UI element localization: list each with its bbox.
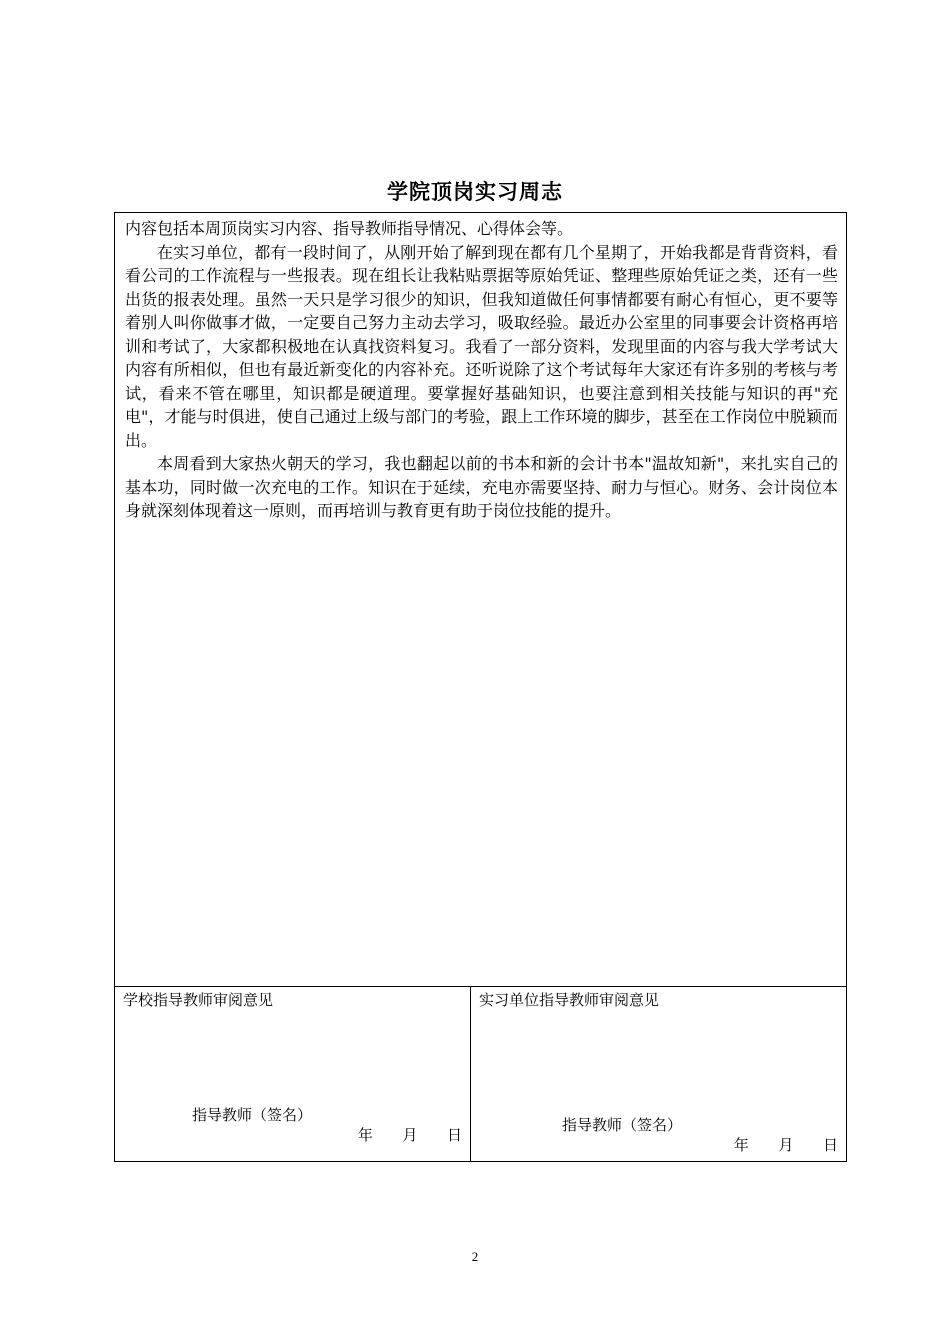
content-paragraph-1: 在实习单位，都有一段时间了，从刚开始了解到现在都有几个星期了，开始我都是背背资料，看看公司的工作流程与一些报表。现在组长让我粘贴票据等原始凭证、整理些原始凭证之类，还有一些出货的报表处理。虽然一天只是学习很少的知识，但我知道做任何事情都要有耐心有恒心，更不要等着别人叫你做事才做，一定要自己努力主动去学习，吸取经验。最近办公室里的同事要会计资格再培训和考试了，大家都积极地在认真找资料复习。我看了一部分资料，发现里面的内容与我大学考试大内容有所相似，但也有最近新变化的内容补充。还听说除了这个考试每年大家还有许多别的考核与考试，看来不管在哪里，知识都是硬道理。要掌握好基础知识，也要注意到相关技能与知识的再"充电"，才能与时俱进，使自己通过上级与部门的考验，跟上工作环境的脚步，甚至在工作岗位中脱颖而出。 [125, 242, 838, 450]
weekly-content-cell [115, 213, 846, 987]
school-review-cell [115, 987, 471, 1161]
school-signature-label: 指导教师（签名） [192, 1106, 313, 1124]
content-paragraph-2: 本周看到大家热火朝天的学习，我也翻起以前的书本和新的会计书本"温故知新"，来扎实自己的基本功，同时做一次充电的工作。知识在于延续，充电亦需要坚持、耐力与恒心。财务、会计岗位本身就深刻体现着这一原则，而再培训与教育更有助于岗位技能的提升。 [125, 454, 838, 520]
school-review-heading: 学校指导教师审阅意见 [123, 991, 274, 1009]
document-title: 学院顶岗实习周志 [387, 180, 563, 204]
company-review-cell [471, 987, 846, 1161]
school-date-label: 年 月 日 [357, 1126, 462, 1144]
page-number: 2 [471, 1249, 479, 1264]
weekly-log-table [114, 212, 847, 1162]
company-date-label: 年 月 日 [733, 1136, 838, 1154]
company-signature-label: 指导教师（签名） [562, 1116, 683, 1134]
content-intro: 内容包括本周顶岗实习内容、指导教师指导情况、心得体会等。 [125, 219, 574, 238]
company-review-heading: 实习单位指导教师审阅意见 [479, 991, 660, 1009]
